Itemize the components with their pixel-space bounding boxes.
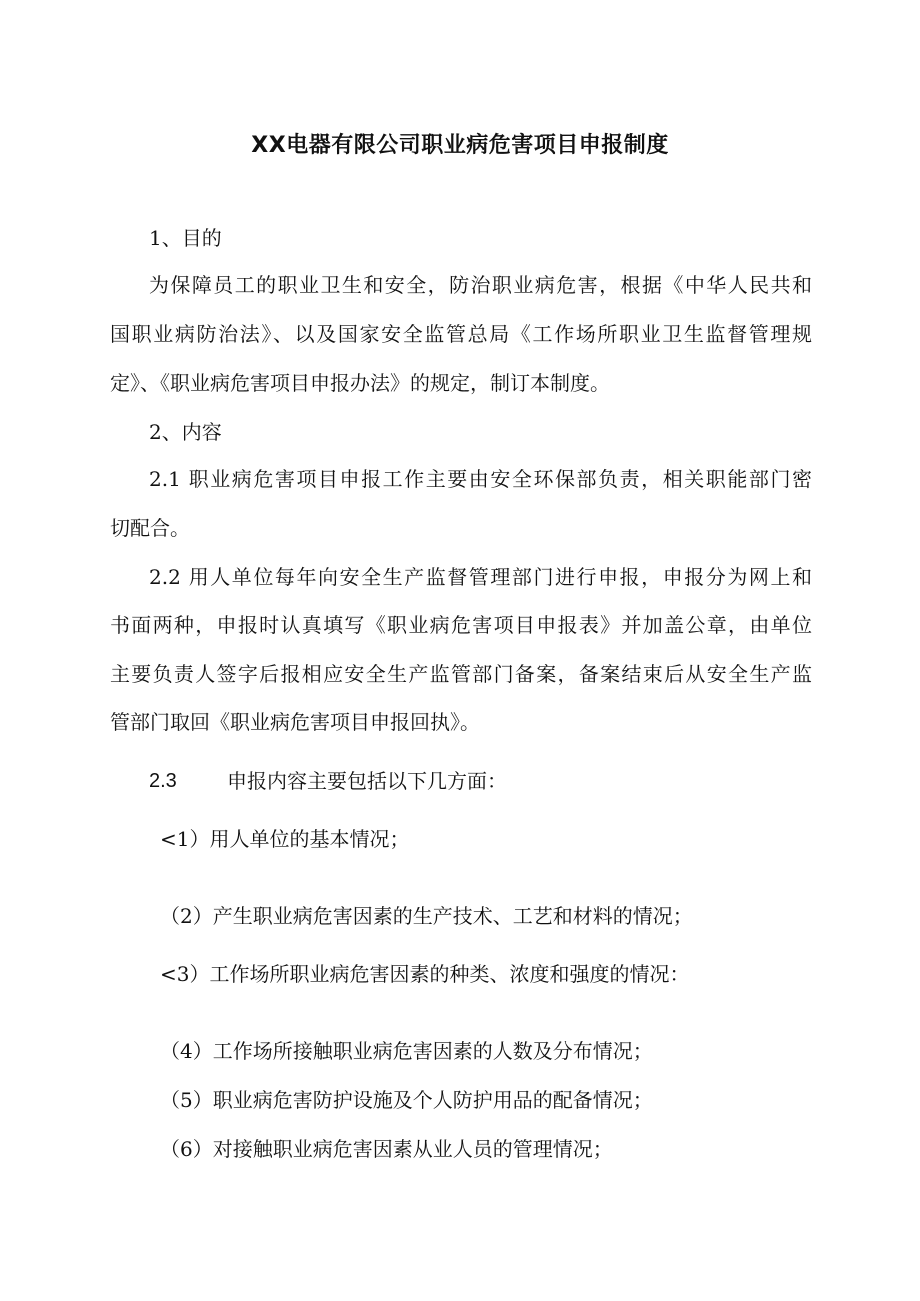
paragraph-2-3-number: 2.3 [149, 770, 177, 792]
paragraph-2-2-line: 主要负责人签字后报相应安全生产监管部门备案，备案结束后从安全生产监 [110, 662, 812, 686]
list-item: （5）职业病危害防护设施及个人防护用品的配备情况； [160, 1088, 653, 1112]
list-item: （2）产生职业病危害因素的生产技术、工艺和材料的情况； [160, 904, 693, 928]
section-1-line: 为保障员工的职业卫生和安全，防治职业病危害，根据《中华人民共和 [149, 273, 812, 297]
paragraph-2-1-line: 2.1 职业病危害项目申报工作主要由安全环保部负责，相关职能部门密 [149, 467, 812, 491]
section-1-line: 国职业病防治法》、以及国家安全监管总局《工作场所职业卫生监督管理规 [110, 322, 812, 346]
section-1-line: 定》、《职业病危害项目申报办法》的规定，制订本制度。 [110, 371, 610, 395]
list-item: <3）工作场所职业病危害因素的种类、浓度和强度的情况： [160, 962, 690, 986]
paragraph-2-2-line: 管部门取回《职业病危害项目申报回执》。 [110, 710, 480, 734]
section-2-heading: 2、内容 [149, 420, 222, 444]
paragraph-2-3-text: 申报内容主要包括以下几方面： [227, 769, 507, 793]
paragraph-2-2-line: 书面两种，申报时认真填写《职业病危害项目申报表》并加盖公章，由单位 [110, 613, 812, 637]
list-item: <1）用人单位的基本情况； [160, 827, 410, 851]
paragraph-2-1-line: 切配合。 [110, 516, 190, 540]
section-1-heading: 1、目的 [149, 226, 222, 250]
paragraph-2-2-line: 2.2 用人单位每年向安全生产监督管理部门进行申报，申报分为网上和 [149, 565, 812, 589]
list-item: （6）对接触职业病危害因素从业人员的管理情况； [160, 1137, 613, 1161]
document-title: XX电器有限公司职业病危害项目申报制度 [251, 133, 669, 158]
list-item: （4）工作场所接触职业病危害因素的人数及分布情况； [160, 1039, 653, 1063]
